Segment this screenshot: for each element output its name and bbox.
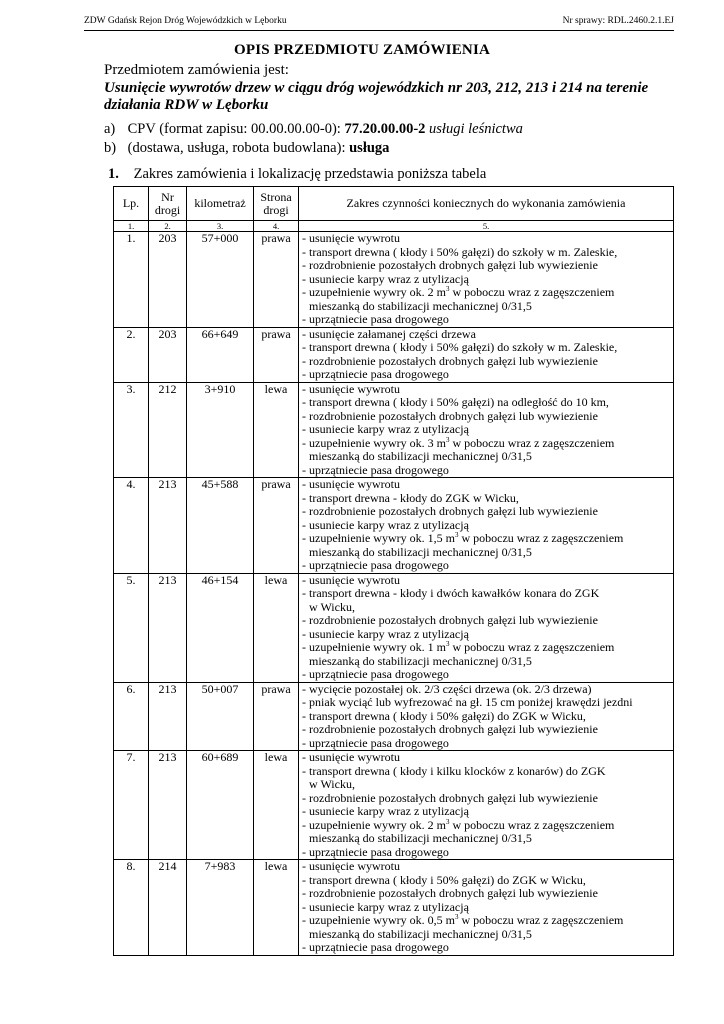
cell-road: 213 <box>149 682 187 751</box>
order-type-line <box>104 140 389 157</box>
subject-intro: Przedmiotem zamówienia jest: <box>104 62 289 78</box>
scope-line: - rozdrobnienie pozostałych drobnych gałęzi lub wywiezienie <box>302 886 598 900</box>
subject-line-1: Usunięcie wywrotów drzew w ciągu dróg wojewódzkich nr 203, 212, 213 i 214 na terenie <box>104 80 649 96</box>
scope-line: w Wicku, <box>309 599 355 614</box>
scope-line: - rozdrobnienie pozostałych drobnych gałęzi lub wywiezienie <box>302 258 598 272</box>
cell-km: 45+588 <box>187 478 254 574</box>
scope-line: - usuniecie karpy wraz z utylizacją <box>302 271 469 286</box>
table-row <box>114 682 674 751</box>
page-header <box>84 16 674 31</box>
scope-line: - usuniecie karpy wraz z utylizacją <box>302 804 469 818</box>
cell-km: 7+983 <box>187 860 254 956</box>
cell-road: 213 <box>149 573 187 682</box>
scope-line: mieszanką do stabilizacji mechanicznej 0/31,5 <box>309 831 532 845</box>
table-row <box>114 573 674 682</box>
index-cell: 5. <box>299 221 674 232</box>
cell-road: 214 <box>149 860 187 956</box>
scope-line: - transport drewna - kłody do ZGK w Wicku, <box>302 490 519 505</box>
cell-lp: 1. <box>114 232 149 328</box>
scope-line: - transport drewna ( kłody i 50% gałęzi) do ZGK w Wicku, <box>302 872 586 887</box>
cpv-desc: usługi leśnictwa <box>429 121 523 137</box>
scope-line: - usuniecie karpy wraz z utylizacją <box>302 517 469 532</box>
scope-line: - transport drewna ( kłody i 50% gałęzi) do ZGK w Wicku, <box>302 708 586 723</box>
scope-line: - usunięcie wywrotu <box>302 477 400 491</box>
cell-side: lewa <box>254 751 299 860</box>
cell-side: prawa <box>254 478 299 574</box>
unit-exponent: 3 <box>445 817 450 826</box>
section-heading <box>108 166 486 183</box>
scope-text: - uzupełnienie wywry ok. 1 m <box>302 640 446 654</box>
scope-line: - rozdrobnienie pozostałych drobnych gałęzi lub wywiezienie <box>302 790 598 805</box>
scope-line: - transport drewna - kłody i dwóch kawałków konara do ZGK <box>302 586 600 600</box>
scope-line: - rozdrobnienie pozostałych drobnych gałęzi lub wywiezienie <box>302 353 598 368</box>
unit-exponent: 3 <box>454 913 459 921</box>
scope-line: mieszanką do stabilizacji mechanicznej 0/31,5 <box>309 298 532 313</box>
scope-text: w poboczu wraz z zagęszczeniem <box>449 285 615 299</box>
document-title: OPIS PRZEDMIOTU ZAMÓWIENIA <box>233 42 491 58</box>
cell-km: 46+154 <box>187 573 254 682</box>
col-header-lp: Lp. <box>114 187 149 221</box>
scope-text: - uzupełnienie wywry ok. 0,5 m <box>302 913 455 927</box>
cell-scope <box>299 232 674 328</box>
cell-km: 57+000 <box>187 232 254 328</box>
scope-line: - transport drewna ( kłody i 50% gałęzi) do szkoły w m. Zaleskie, <box>302 244 618 259</box>
cell-road: 213 <box>149 751 187 860</box>
scope-line: - usuniecie karpy wraz z utylizacją <box>302 626 469 641</box>
scope-text: w poboczu wraz z zagęszczeniem <box>449 817 615 832</box>
scope-line: - uprzątniecie pasa drogowego <box>302 558 449 572</box>
cell-scope <box>299 327 674 382</box>
scope-line: - usunięcie wywrotu <box>302 381 400 396</box>
cell-road: 213 <box>149 478 187 574</box>
cell-side: lewa <box>254 860 299 956</box>
scope-text: - uzupełnienie wywry ok. 2 m <box>302 285 446 299</box>
scope-line <box>302 437 670 451</box>
scope-line: - uprzątniecie pasa drogowego <box>302 462 449 477</box>
type-value: usługa <box>349 140 390 156</box>
scope-line <box>302 819 670 833</box>
index-cell: 3. <box>187 221 254 232</box>
scope-line: - usunięcie wywrotu <box>302 231 400 245</box>
scope-line: - wycięcie pozostałej ok. 2/3 części drzewa (ok. 2/3 drzewa) <box>302 681 592 696</box>
type-label: (dostawa, usługa, robota budowlana): <box>127 140 346 156</box>
scope-text: w poboczu wraz z zagęszczeniem <box>458 913 624 927</box>
scope-text: - uzupełnienie wywry ok. 3 m <box>302 435 446 450</box>
cell-lp: 5. <box>114 573 149 682</box>
cell-side: lewa <box>254 573 299 682</box>
cell-km: 3+910 <box>187 382 254 478</box>
cell-side: prawa <box>254 327 299 382</box>
cell-km: 60+689 <box>187 751 254 860</box>
index-cell: 2. <box>149 221 187 232</box>
scope-line: - uprzątniecie pasa drogowego <box>302 312 449 326</box>
scope-line: - usuniecie karpy wraz z utylizacją <box>302 899 469 914</box>
col-header-km: kilometraż <box>187 187 254 221</box>
unit-exponent: 3 <box>454 531 459 539</box>
cell-lp: 4. <box>114 478 149 574</box>
col-header-scope: Zakres czynności koniecznych do wykonania zamówienia <box>299 187 674 221</box>
cell-km: 50+007 <box>187 682 254 751</box>
scope-line: - usunięcie wywrotu <box>302 859 400 873</box>
table-header-row <box>114 187 674 221</box>
section-number: 1. <box>108 166 119 182</box>
scope-text: - uzupełnienie wywry ok. 2 m <box>302 817 446 832</box>
subject-line-2: działania RDW w Lęborku <box>104 97 269 113</box>
scope-line: mieszanką do stabilizacji mechanicznej 0/31,5 <box>309 449 532 463</box>
scope-line: - uprzątniecie pasa drogowego <box>302 667 449 681</box>
scope-line: - rozdrobnienie pozostałych drobnych gałęzi lub wywiezienie <box>302 504 598 518</box>
cell-lp: 3. <box>114 382 149 478</box>
cpv-label: CPV (format zapisu: 00.00.00.00-0): <box>127 121 341 137</box>
cell-lp: 6. <box>114 682 149 751</box>
table-index-row <box>114 221 674 232</box>
scope-line: - usuniecie karpy wraz z utylizacją <box>302 422 469 436</box>
cell-side: lewa <box>254 382 299 478</box>
cell-scope <box>299 478 674 574</box>
cell-lp: 8. <box>114 860 149 956</box>
scope-text: w poboczu wraz z zagęszczeniem <box>449 640 615 654</box>
table-body <box>114 232 674 956</box>
scope-line: - rozdrobnienie pozostałych drobnych gałęzi lub wywiezienie <box>302 722 598 736</box>
scope-text: - uzupełnienie wywry ok. 1,5 m <box>302 531 455 545</box>
cell-km: 66+649 <box>187 327 254 382</box>
header-left: ZDW Gdańsk Rejon Dróg Wojewódzkich w Lęborku <box>84 16 287 26</box>
cell-road: 203 <box>149 327 187 382</box>
unit-exponent: 3 <box>445 640 450 648</box>
unit-exponent: 3 <box>445 285 450 293</box>
scope-text: w poboczu wraz z zagęszczeniem <box>449 435 615 450</box>
scope-line: mieszanką do stabilizacji mechanicznej 0/31,5 <box>309 544 532 559</box>
scope-line: - uprzątniecie pasa drogowego <box>302 940 449 954</box>
scope-line <box>302 641 670 655</box>
scope-line: - rozdrobnienie pozostałych drobnych gałęzi lub wywiezienie <box>302 408 598 423</box>
table-row <box>114 327 674 382</box>
scope-line: - transport drewna ( kłody i 50% gałęzi) do szkoły w m. Zaleskie, <box>302 340 618 354</box>
cell-side: prawa <box>254 682 299 751</box>
scope-line <box>302 532 670 546</box>
unit-exponent: 3 <box>445 435 450 444</box>
scope-line <box>302 286 670 300</box>
section-text: Zakres zamówienia i lokalizację przedstawia poniższa tabela <box>133 166 487 182</box>
scope-line: mieszanką do stabilizacji mechanicznej 0/31,5 <box>309 653 532 668</box>
cpv-key: a) <box>104 121 116 137</box>
table-row <box>114 478 674 574</box>
scope-line: - usunięcie wywrotu <box>302 572 400 587</box>
cell-road: 203 <box>149 232 187 328</box>
scope-line: - uprzątniecie pasa drogowego <box>302 367 449 381</box>
cell-scope <box>299 860 674 956</box>
index-cell: 4. <box>254 221 299 232</box>
col-header-side: Strona drogi <box>254 187 299 221</box>
scope-line: - usunięcie wywrotu <box>302 750 400 764</box>
cell-scope <box>299 751 674 860</box>
header-right: Nr sprawy: RDL.2460.2.1.EJ <box>562 16 674 26</box>
scope-line: - uprzątniecie pasa drogowego <box>302 735 449 750</box>
cell-road: 212 <box>149 382 187 478</box>
table-row <box>114 382 674 478</box>
table-row <box>114 860 674 956</box>
scope-line: w Wicku, <box>309 777 355 791</box>
cell-scope <box>299 382 674 478</box>
scope-line: - transport drewna ( kłody i 50% gałęzi) na odległość do 10 km, <box>302 395 609 409</box>
scope-line: mieszanką do stabilizacji mechanicznej 0/31,5 <box>309 926 532 941</box>
scope-line <box>302 914 670 928</box>
scope-line: - transport drewna ( kłody i kilku klocków z konarów) do ZGK <box>302 763 606 778</box>
cpv-code: 77.20.00.00-2 <box>344 121 426 137</box>
cell-scope <box>299 573 674 682</box>
cpv-line <box>104 121 523 138</box>
cell-scope <box>299 682 674 751</box>
scope-line: - rozdrobnienie pozostałych drobnych gałęzi lub wywiezienie <box>302 613 598 627</box>
type-key: b) <box>104 140 117 156</box>
col-header-road: Nr drogi <box>149 187 187 221</box>
table-row <box>114 751 674 860</box>
cell-lp: 7. <box>114 751 149 860</box>
table-row <box>114 232 674 328</box>
scope-text: w poboczu wraz z zagęszczeniem <box>458 531 624 545</box>
scope-line: - usunięcie załamanej części drzewa <box>302 326 476 341</box>
index-cell: 1. <box>114 221 149 232</box>
cell-lp: 2. <box>114 327 149 382</box>
scope-line: - uprzątniecie pasa drogowego <box>302 844 449 859</box>
cell-side: prawa <box>254 232 299 328</box>
subject-body <box>104 80 674 114</box>
scope-line: - pniak wyciąć lub wyfrezować na gł. 15 cm poniżej krawędzi jezdni <box>302 695 633 709</box>
scope-table <box>113 186 674 956</box>
